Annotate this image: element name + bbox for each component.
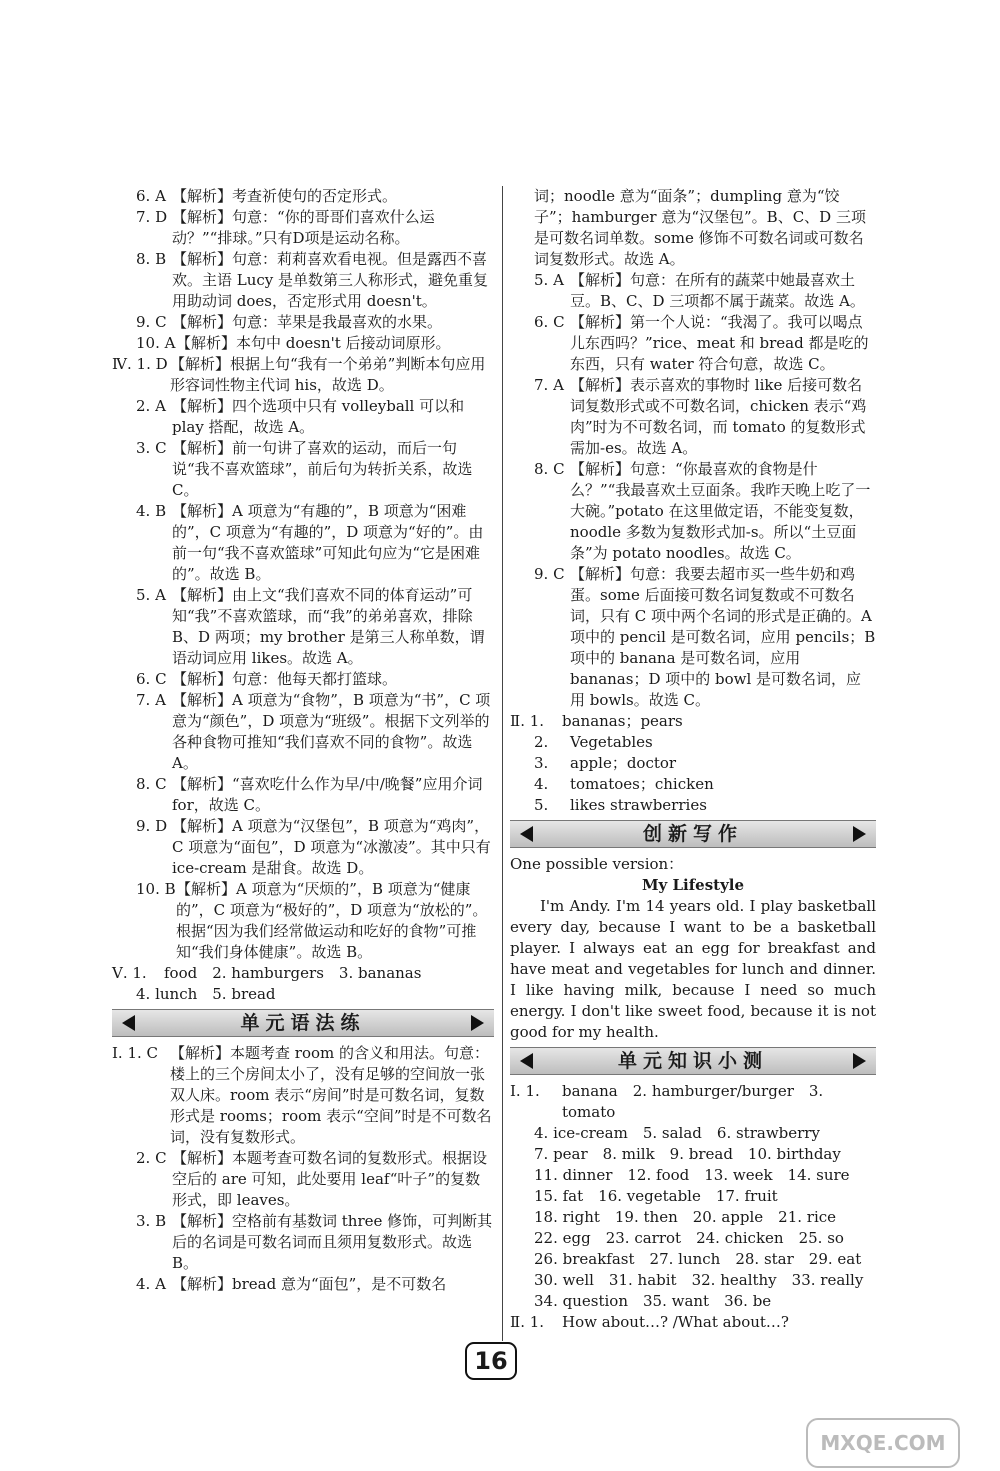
arrow-right-icon (853, 826, 866, 842)
entry-text: apple；doctor (570, 754, 677, 772)
watermark-logo: MXQE.COM (806, 1418, 960, 1468)
entry-text: 【解析】第一个人说：“我渴了。我可以喝点儿东西吗？”rice、meat 和 bread 都是吃的东西，只有 water 符合句意，故选 C。 (570, 313, 869, 373)
entry-text: 15. fat 16. vegetable 17. fruit (534, 1187, 778, 1205)
entry-text: 11. dinner 12. food 13. week 14. sure (534, 1166, 850, 1184)
answer-entry (112, 438, 494, 501)
entry-number: 8. C (534, 460, 565, 478)
entry-number: Ⅰ. 1. C (112, 1044, 159, 1062)
entry-text: 【解析】A 项意为“食物”，B 项意为“书”，C 项意为“颜色”，D 项意为“班级”。根据下文列举的各种食物可推知“我们喜欢不同的食物”。故选 A。 (172, 691, 491, 772)
answer-entry (510, 1186, 876, 1207)
entry-number: 2. A (136, 397, 166, 415)
answer-entry (510, 1270, 876, 1291)
entry-text: 18. right 19. then 20. apple 21. rice (534, 1208, 837, 1226)
answer-entry (510, 795, 876, 816)
answer-entry (112, 669, 494, 690)
entry-text: 【解析】本题考查可数名词的复数形式。根据设空后的 are 可知，此处要用 leaf“叶子”的复数形式，即 leaves。 (172, 1149, 488, 1209)
section-banner (510, 1047, 876, 1075)
answer-entry (510, 1207, 876, 1228)
answer-entry (510, 186, 876, 270)
answer-entry (112, 816, 494, 879)
entry-text: 【解析】表示喜欢的事物时 like 后接可数名词复数形式或不可数名词，chicken 表示“鸡肉”时为不可数名词，而 tomato 的复数形式需加-es。故选 A。 (570, 376, 867, 457)
entry-text: 【解析】句意：“你最喜欢的食物是什么？”“我最喜欢土豆面条。我昨天晚上吃了一大碗。”potato 在这里做定语，不能变复数，noodle 多数为复数形式加-s。所以“土豆面条”为 potato noodles。故选 C。 (570, 460, 871, 562)
answer-entry (510, 1249, 876, 1270)
entry-number: 4. B (136, 502, 167, 520)
entry-number: 3. (534, 754, 549, 772)
entry-number: 7. A (136, 691, 166, 709)
answer-entry (510, 1144, 876, 1165)
entry-text: 【解析】句意：莉莉喜欢看电视。但是露西不喜欢。主语 Lucy 是单数第三人称形式，避免重复用助动词 does，否定形式用 doesn't。 (172, 250, 489, 310)
answer-entry (112, 396, 494, 438)
entry-text: 【解析】A 项意为“有趣的”，B 项意为“困难的”，C 项意为“有趣的”，D 项意为“好的”。由前一句“我不喜欢篮球”可知此句应为“它是困难的”。故选 B。 (172, 502, 484, 583)
answer-entry (510, 1312, 876, 1333)
answer-entry (112, 690, 494, 774)
answer-entry (510, 774, 876, 795)
entry-text: 22. egg 23. carrot 24. chicken 25. so (534, 1229, 844, 1247)
answer-entry (112, 249, 494, 312)
answer-entry (112, 207, 494, 249)
answer-entry (112, 501, 494, 585)
entry-text: 词；noodle 意为“面条”；dumpling 意为“饺子”；hamburger 意为“汉堡包”。B、C、D 三项是可数名词单数。some 修饰不可数名词或可数名词复数形式。故选 A。 (534, 187, 866, 268)
entry-number: Ⅴ. 1. (112, 964, 147, 982)
entry-text: 【解析】A 项意为“厌烦的”，B 项意为“健康的”，C 项意为“极好的”，D 项意为“放松的”。根据“因为我们经常做运动和吃好的食物”可推知“我们身体健康”。故选 B。 (176, 880, 488, 961)
entry-text: 【解析】本题考查 room 的含义和用法。句意：楼上的三个房间太小了，没有足够的空间放一张双人床。room 表示“房间”时是可数名词，复数形式是 rooms；room 表示“空间”时是不可数名词，没有复数形式。 (170, 1044, 492, 1146)
entry-number: 5. A (136, 586, 166, 604)
entry-text: 【解析】句意：苹果是我最喜欢的水果。 (172, 313, 443, 331)
answer-entry (112, 186, 494, 207)
entry-text: 【解析】空格前有基数词 three 修饰，可判断其后的名词是可数名词而且须用复数形式。故选 B。 (172, 1212, 493, 1272)
entry-number: 9. C (534, 565, 565, 583)
answer-entry (112, 774, 494, 816)
entry-number: 5. A (534, 271, 564, 289)
entry-number: 8. B (136, 250, 167, 268)
entry-text: 【解析】A 项意为“汉堡包”，B 项意为“鸡肉”，C 项意为“面包”，D 项意为“冰激凌”。其中只有 ice-cream 是甜食。故选 D。 (172, 817, 491, 877)
section-banner (510, 820, 876, 848)
entry-text: 【解析】根据上句“我有一个弟弟”判断本句应用形容词性物主代词 his，故选 D。 (170, 355, 486, 394)
entry-text: 【解析】前一句讲了喜欢的运动，而后一句说“我不喜欢篮球”，前后句为转折关系，故选 C。 (172, 439, 473, 499)
entry-number: 3. C (136, 439, 167, 457)
answer-entry (510, 1228, 876, 1249)
answer-entry (112, 585, 494, 669)
entry-number: 2. C (136, 1149, 167, 1167)
entry-number: 8. C (136, 775, 167, 793)
arrow-right-icon (853, 1053, 866, 1069)
essay-paragraph: I'm Andy. I'm 14 years old. I play basketball every day, because I want to be a basketball player. I always eat an egg for breakfast and have meat and vegetables for lunch and dinner. I like having milk, because I need so much energy. I don't like sweet food, because it is not good for my health. (510, 897, 876, 1041)
entry-text: 【解析】句意：他每天都打篮球。 (172, 670, 398, 688)
entry-number: 10. A (136, 334, 176, 352)
entry-number: Ⅰ. 1. (510, 1082, 540, 1100)
entry-number: 3. B (136, 1212, 167, 1230)
answer-entry (510, 753, 876, 774)
entry-text: How about…? /What about…? (562, 1313, 789, 1331)
answer-entry (112, 354, 494, 396)
answer-entry (112, 984, 494, 1005)
answer-entry (510, 375, 876, 459)
section-title: 单元语法练 (240, 1012, 366, 1034)
entry-text: 34. question 35. want 36. be (534, 1292, 772, 1310)
answer-entry (510, 711, 876, 732)
entry-number: 2. (534, 733, 549, 751)
entry-number: 9. C (136, 313, 167, 331)
entry-number: Ⅱ. 1. (510, 712, 545, 730)
column-divider (502, 186, 503, 1341)
answer-entry (112, 1148, 494, 1211)
entry-text: food 2. hamburgers 3. bananas (164, 964, 422, 982)
section-title: 创新写作 (642, 823, 743, 845)
entry-number: 4. A (136, 1275, 166, 1293)
answer-entry (510, 459, 876, 564)
entry-text: bananas；pears (562, 712, 683, 730)
entry-number: 9. D (136, 817, 168, 835)
left-column (112, 186, 494, 1295)
entry-text: 【解析】句意：“你的哥哥们喜欢什么运动？”“排球。”只有D项是运动名称。 (172, 208, 435, 247)
entry-number: 5. (534, 796, 549, 814)
entry-text: 30. well 31. habit 32. healthy 33. really (534, 1271, 864, 1289)
answer-entry (510, 312, 876, 375)
answer-entry (510, 1291, 876, 1312)
answer-entry (112, 1043, 494, 1148)
entry-number: 6. C (136, 670, 167, 688)
answer-entry (510, 1081, 876, 1123)
entry-number: 7. A (534, 376, 564, 394)
answer-entry (112, 1211, 494, 1274)
entry-text: 【解析】句意：我要去超市买一些牛奶和鸡蛋。some 后面接可数名词复数或不可数名词，只有 C 项中两个名词的形式是正确的。A 项中的 pencil 是可数名词，应用 pencils；B 项中的 banana 是可数名词，应用 bananas；D 项中的 bowl 是可数名词，应用 bowls。故选 C。 (570, 565, 876, 709)
page-number: 16 (465, 1342, 517, 1380)
answer-entry (112, 312, 494, 333)
entry-number: Ⅳ. 1. D (112, 355, 168, 373)
answer-entry (112, 879, 494, 963)
arrow-right-icon (471, 1015, 484, 1031)
entry-text: Vegetables (570, 733, 653, 751)
answer-entry (510, 270, 876, 312)
entry-number: 6. C (534, 313, 565, 331)
entry-text: 4. ice-cream 5. salad 6. strawberry (534, 1124, 820, 1142)
answer-entry (510, 732, 876, 753)
entry-number: Ⅱ. 1. (510, 1313, 545, 1331)
entry-number: 6. A (136, 187, 166, 205)
entry-text: tomatoes；chicken (570, 775, 714, 793)
entry-text: 【解析】bread 意为“面包”，是不可数名 (172, 1275, 447, 1293)
answer-entry (510, 1123, 876, 1144)
entry-text: banana 2. hamburger/burger 3. tomato (562, 1082, 824, 1121)
entry-text: 7. pear 8. milk 9. bread 10. birthday (534, 1145, 841, 1163)
entry-number: 7. D (136, 208, 168, 226)
entry-text: 【解析】考查祈使句的否定形式。 (172, 187, 398, 205)
right-column (510, 186, 876, 1333)
entry-number: 10. B (136, 880, 176, 898)
answer-entry (510, 1165, 876, 1186)
intro-text: One possible version： (510, 855, 684, 873)
entry-text: 【解析】四个选项中只有 volleyball 可以和 play 搭配，故选 A。 (172, 397, 465, 436)
answer-entry (112, 1274, 494, 1295)
entry-text: 【解析】“喜欢吃什么作为早/中/晚餐”应用介词 for，故选 C。 (172, 775, 483, 814)
entry-number: 4. (534, 775, 549, 793)
entry-text: 26. breakfast 27. lunch 28. star 29. eat (534, 1250, 862, 1268)
answer-entry (112, 333, 494, 354)
answer-entry (510, 564, 876, 711)
section-banner (112, 1009, 494, 1037)
essay-title: My Lifestyle (641, 876, 745, 894)
essay-body (510, 896, 876, 1043)
entry-text: 4. lunch 5. bread (136, 985, 276, 1003)
entry-text: likes strawberries (570, 796, 707, 814)
entry-text: 【解析】句意：在所有的蔬菜中她最喜欢土豆。B、C、D 三项都不属于蔬菜。故选 A。 (570, 271, 865, 310)
entry-text: 【解析】本句中 doesn't 后接动词原形。 (176, 334, 451, 352)
answer-entry (112, 963, 494, 984)
entry-text: 【解析】由上文“我们喜欢不同的体育运动”可知“我”不喜欢篮球，而“我”的弟弟喜欢，排除 B、D 两项；my brother 是第三人称单数，谓语动词应用 likes。故选 A。 (172, 586, 485, 667)
section-title: 单元知识小测 (617, 1050, 768, 1072)
